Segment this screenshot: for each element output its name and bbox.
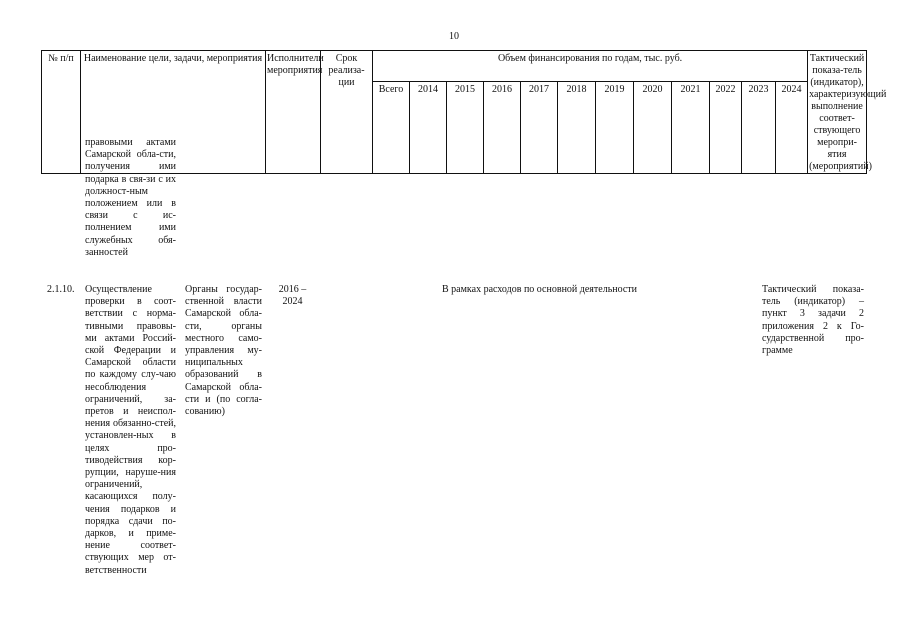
table-body	[41, 137, 867, 577]
header-year: 2024	[776, 82, 808, 174]
header-year: 2023	[742, 82, 776, 174]
row-name: правовыми актами Самарской обла-сти, получения ими подарка в свя-зи с их должност-ным положением или в связи с ис-полнением ими служебных обя-занностей	[85, 137, 176, 258]
header-year: 2018	[558, 82, 596, 174]
header-name: Наименование цели, задачи, мероприятия	[81, 51, 266, 174]
header-indicator: Тактический показа-тель (индикатор), характеризующий выполнение соответ-ствующего меропри-ятия (мероприятий)	[808, 51, 867, 174]
header-num: № п/п	[42, 51, 81, 174]
header-year: 2016	[484, 82, 521, 174]
row-indicator: Тактический показа-тель (индикатор) – пункт 3 задачи 2 приложения 2 к Го-сударственной про-грамме	[762, 284, 864, 357]
row-executors: Органы государ-ственной власти Самарской обла-сти, органы местного само-управления му-ниципальных образований в Самарской обла-сти и (по согла-сованию)	[185, 284, 262, 418]
header-year: 2021	[672, 82, 710, 174]
header-year: 2017	[521, 82, 558, 174]
header-executors: Исполнители мероприятия	[266, 51, 321, 174]
header-year: 2015	[447, 82, 484, 174]
table-row	[41, 284, 867, 577]
header-year: 2022	[710, 82, 742, 174]
header-total: Всего	[373, 82, 410, 174]
header-year: 2014	[410, 82, 447, 174]
page-number: 10	[449, 31, 459, 42]
row-financing	[320, 137, 759, 284]
row-indicator	[759, 137, 867, 284]
table-row	[41, 137, 867, 284]
header-year: 2019	[596, 82, 634, 174]
header-term: Срок реализа-ции	[321, 51, 373, 174]
row-num	[41, 137, 80, 284]
row-financing: В рамках расходов по основной деятельности	[441, 284, 638, 295]
row-term	[265, 137, 320, 284]
header-year: 2020	[634, 82, 672, 174]
row-num: 2.1.10.	[47, 284, 75, 295]
row-name: Осуществление проверки в соот-ветствии с норма-тивными правовы-ми актами Россий-ской Федерации и Самарской области по каждому слу-чаю несоблюдения ограничений, за-претов и неиспол-нения обязанно-стей, установлен-ных в целях про-тиводействия кор-рупции, наруше-ния ограничений, касающихся полу-чения подарков и порядка сдачи по-дарков, и приме-нение соответ-ствующих мер от-ветственности	[85, 284, 176, 576]
row-executors	[179, 137, 265, 284]
row-term: 2016 – 2024	[278, 284, 307, 308]
header-financing: Объем финансирования по годам, тыс. руб.	[373, 51, 808, 82]
